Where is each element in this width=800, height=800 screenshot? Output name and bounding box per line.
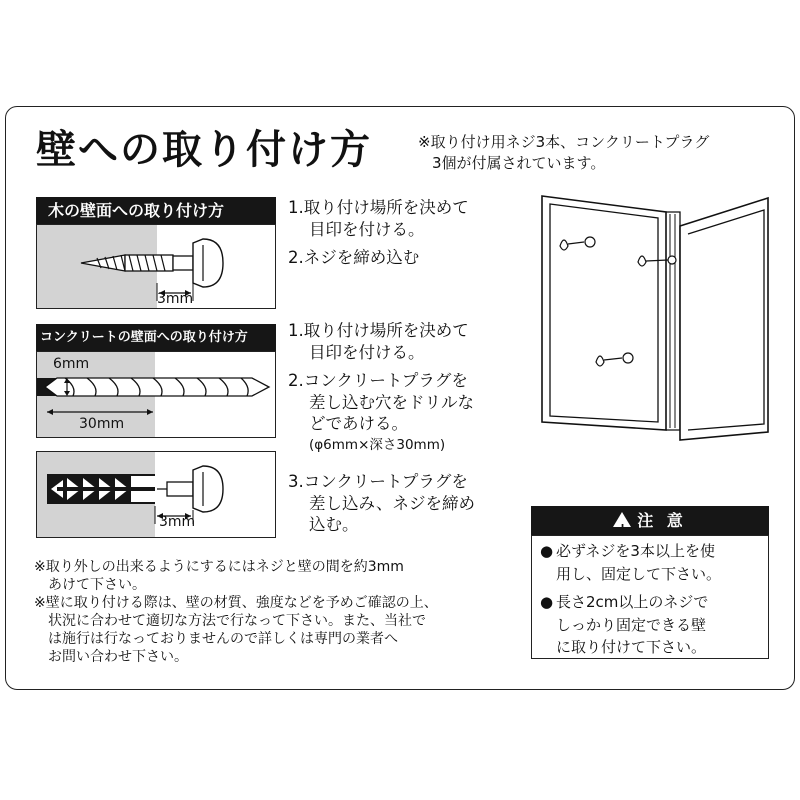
bullet-icon: ● xyxy=(540,593,554,611)
step-text: 差し込む穴をドリルな xyxy=(309,392,474,412)
plug-and-screw-icon xyxy=(37,452,276,538)
accessory-note-line: 3個が付属されています。 xyxy=(432,154,606,172)
note-line: 状況に合わせて適切な方法で行なって下さい。また、当社で xyxy=(48,613,426,629)
note-line: は施行は行なっておりませんので詳しくは専門の業者へ xyxy=(48,631,398,647)
caution-item: ● 長さ2cm以上のネジで xyxy=(540,591,768,614)
caution-item-line: 用し、固定して下さい。 xyxy=(556,564,722,583)
drill-depth-dimension: 30mm xyxy=(79,416,125,432)
step-text: どであける。 xyxy=(309,414,408,433)
step-text: 目印を付ける。 xyxy=(309,219,425,239)
step-text: 1.取り付け場所を決めて xyxy=(288,321,469,340)
step-text: 込む。 xyxy=(309,515,359,534)
plug-diagram xyxy=(36,451,276,538)
step-text: 差し込み、ネジを締め xyxy=(309,493,475,513)
caution-item: ● 必ずネジを3本以上を使 xyxy=(540,540,768,563)
drill-diameter-dimension: 6mm xyxy=(53,356,90,372)
caution-heading-text: 注 意 xyxy=(637,511,687,530)
caution-item-line: に取り付けて下さい。 xyxy=(556,638,707,656)
wood-wall-heading: 木の壁面への取り付け方 xyxy=(36,197,276,224)
note-line: お問い合わせ下さい。 xyxy=(48,649,188,665)
note-line: あけて下さい。 xyxy=(48,577,146,593)
bullet-icon: ● xyxy=(540,542,554,560)
wood-screw-diagram xyxy=(36,224,276,309)
concrete-step-3 xyxy=(288,471,475,536)
caution-list xyxy=(531,535,769,659)
screw-gap-dimension: 3mm xyxy=(157,291,194,307)
warning-icon xyxy=(613,512,631,527)
step-text: 2.コンクリートプラグを xyxy=(288,371,468,390)
drill-diagram xyxy=(36,351,276,438)
step-text: 目印を付ける。 xyxy=(309,342,425,362)
accessory-note xyxy=(418,132,709,174)
wood-steps xyxy=(288,197,469,269)
mirror-illustration xyxy=(520,184,780,444)
step-text: 1.取り付け場所を決めて xyxy=(288,198,469,217)
accessory-note-line: ※取り付け用ネジ3本、コンクリートプラグ xyxy=(418,133,710,151)
step-text: 3.コンクリートプラグを xyxy=(288,472,468,491)
plug-gap-dimension: 3mm xyxy=(159,514,196,530)
caution-heading xyxy=(531,506,769,535)
page-title: 壁への取り付け方 xyxy=(36,127,372,173)
concrete-wall-heading: コンクリートの壁面への取り付け方 xyxy=(36,324,276,351)
concrete-steps-1-2 xyxy=(288,320,474,456)
note-line: ※壁に取り付ける際は、壁の材質、強度などを予めご確認の上、 xyxy=(34,595,438,611)
drill-spec: (φ6mm×深さ30mm) xyxy=(309,436,446,453)
caution-item-line: しっかり固定できる壁 xyxy=(556,615,707,634)
note-line: ※取り外しの出来るようにするにはネジと壁の間を約3mm xyxy=(34,559,404,575)
step-text: 2.ネジを締め込む xyxy=(288,248,420,267)
bottom-notes xyxy=(34,558,438,666)
